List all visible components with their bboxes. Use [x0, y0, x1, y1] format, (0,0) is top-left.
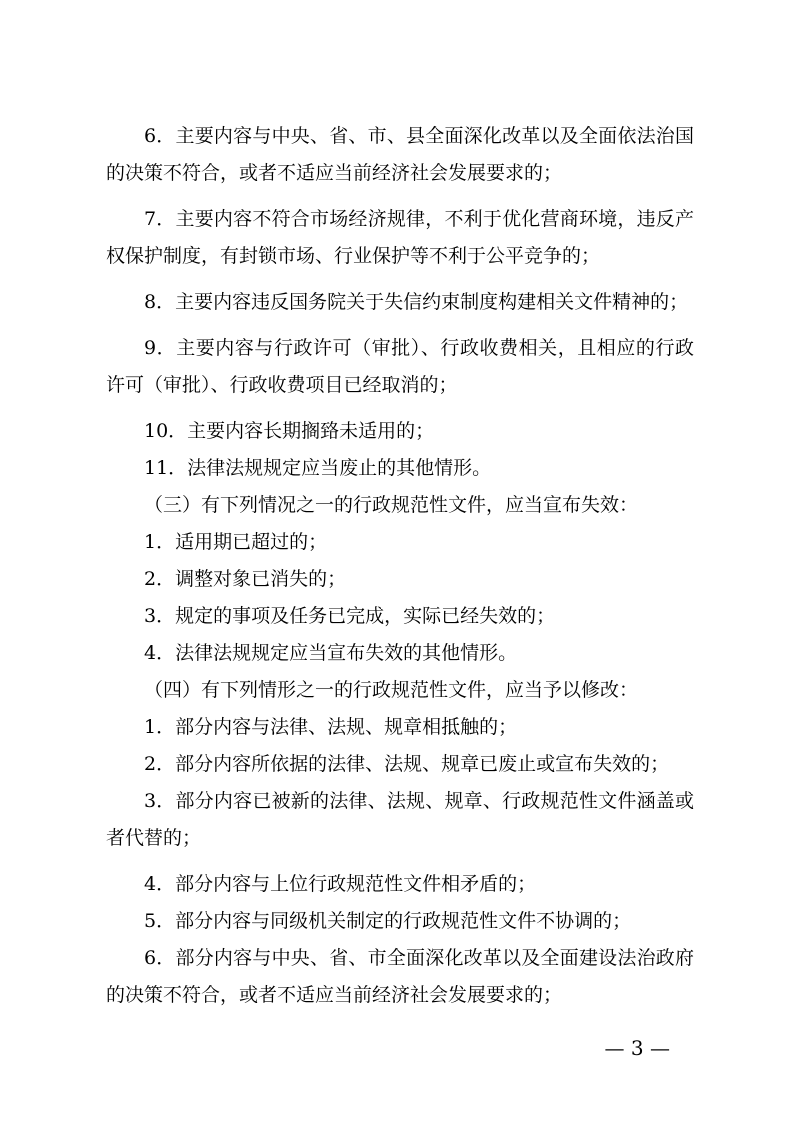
paragraph-amend-1: 1．部分内容与法律、法规、规章相抵触的； — [144, 716, 518, 738]
paragraph-amend-5: 5．部分内容与同级机关制定的行政规范性文件不协调的； — [144, 910, 632, 932]
paragraph-item-7-market: 7．主要内容不符合市场经济规律，不利于优化营商环境，违反产权保护制度，有封锁市场、行业保护等不利于公平竞争的； — [106, 208, 694, 267]
section-heading-invalid: （三）有下列情况之一的行政规范性文件，应当宣布失效： — [144, 494, 639, 516]
section-heading-amend: （四）有下列情形之一的行政规范性文件，应当予以修改： — [144, 679, 639, 701]
paragraph-item-6-reform: 6．主要内容与中央、省、市、县全面深化改革以及全面依法治国的决策不符合，或者不适应当前经济社会发展要求的； — [106, 125, 694, 184]
paragraph-item-11-abolish: 11．法律法规规定应当废止的其他情形。 — [144, 457, 492, 479]
page-number: — 3 — — [604, 1036, 670, 1060]
paragraph-amend-2: 2．部分内容所依据的法律、法规、规章已废止或宣布失效的； — [144, 753, 670, 775]
paragraph-invalid-3: 3．规定的事项及任务已完成，实际已经失效的； — [144, 605, 556, 627]
paragraph-amend-3: 3．部分内容已被新的法律、法规、规章、行政规范性文件涵盖或者代替的； — [106, 790, 694, 849]
paragraph-invalid-1: 1．适用期已超过的； — [144, 531, 328, 553]
paragraph-item-10-unused: 10．主要内容长期搁臵未适用的； — [144, 420, 435, 442]
paragraph-amend-6: 6．部分内容与中央、省、市全面深化改革以及全面建设法治政府的决策不符合，或者不适应当前经济社会发展要求的； — [106, 947, 694, 1006]
paragraph-item-8-credit: 8．主要内容违反国务院关于失信约束制度构建相关文件精神的； — [144, 291, 689, 313]
paragraph-item-9-license: 9．主要内容与行政许可（审批）、行政收费相关，且相应的行政许可（审批）、行政收费项目已经取消的； — [106, 337, 694, 396]
document-body — [106, 118, 694, 1023]
paragraph-invalid-4: 4．法律法规规定应当宣布失效的其他情形。 — [144, 642, 518, 664]
paragraph-amend-4: 4．部分内容与上位行政规范性文件相矛盾的； — [144, 873, 537, 895]
paragraph-invalid-2: 2．调整对象已消失的； — [144, 568, 347, 590]
